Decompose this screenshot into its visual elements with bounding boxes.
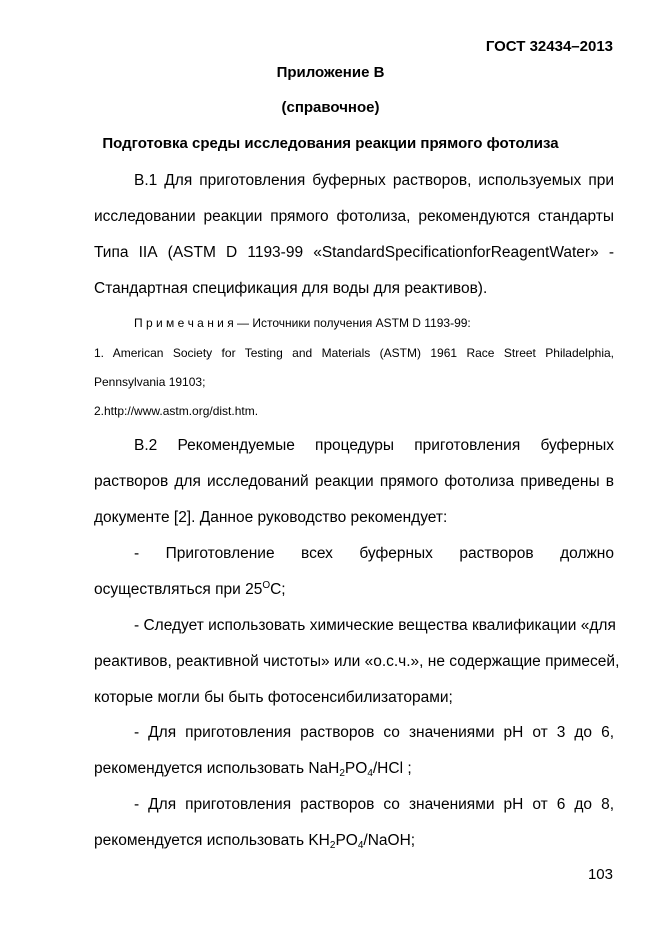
b1-line-4: Стандартная спецификация для воды для реактивов).	[94, 280, 488, 297]
ph36-subscript-2: 4	[367, 768, 373, 779]
b1-line-2: исследовании реакции прямого фотолиза, рекомендуются стандарты	[94, 208, 614, 225]
item-chemicals-line-2: реактивов, реактивной чистоты» или «о.с.ч.», не содержащие примесей,	[94, 653, 620, 670]
temp-unit: С;	[270, 581, 286, 598]
ph68-formula-end: /NaOH;	[363, 832, 416, 849]
ph68-text: рекомендуется использовать KH	[94, 832, 330, 849]
item-ph-6-8-line-1: - Для приготовления растворов со значениями рН от 6 до 8,	[134, 796, 614, 813]
item-ph-3-6-line-2	[94, 760, 412, 779]
note-source-1: 1. American Society for Testing and Materials (ASTM) 1961 Race Street Philadelphia,	[94, 346, 614, 360]
temp-text: осуществляться при 25	[94, 581, 263, 598]
standard-header: ГОСТ 32434–2013	[485, 38, 613, 55]
b2-line-2: растворов для исследований реакции прямого фотолиза приведены в	[94, 473, 614, 490]
item-ph-6-8-line-2	[94, 832, 415, 851]
appendix-subtitle: (справочное)	[281, 99, 380, 116]
b2-line-3: документе [2]. Данное руководство рекомендует:	[94, 509, 448, 526]
b1-line-1: В.1 Для приготовления буферных растворов, используемых при	[134, 172, 614, 189]
appendix-title: Приложение В	[276, 64, 385, 81]
item-ph-3-6-line-1: - Для приготовления растворов со значениями рН от 3 до 6,	[134, 724, 614, 741]
note-heading: П р и м е ч а н и я — Источники получения ASTM D 1193-99:	[134, 316, 471, 330]
ph68-subscript-1: 2	[329, 840, 336, 851]
b1-line-3: Типа IIА (ASTM D 1193-99 «StandardSpecificationforReagentWater» -	[94, 244, 614, 261]
item-temperature-line-2	[94, 580, 286, 599]
ph36-formula-mid: PO	[344, 760, 368, 777]
ph68-formula-mid: PO	[335, 832, 358, 849]
ph36-text: рекомендуется использовать NaH	[94, 760, 340, 777]
ph36-subscript-1: 2	[339, 768, 345, 779]
item-chemicals-line-1: - Следует использовать химические вещества квалификации «для	[134, 617, 616, 634]
item-chemicals-line-3: которые могли бы быть фотосенсибилизаторами;	[94, 689, 453, 706]
page-number: 103	[587, 866, 613, 883]
degree-superscript: O	[262, 580, 271, 591]
ph36-formula-end: /HCl ;	[372, 760, 412, 777]
note-source-2: 2.http://www.astm.org/dist.htm.	[94, 404, 259, 418]
appendix-heading: Подготовка среды исследования реакции прямого фотолиза	[102, 135, 559, 152]
b2-line-1: В.2 Рекомендуемые процедуры приготовления буферных	[134, 437, 614, 454]
item-temperature-line-1: - Приготовление всех буферных растворов должно	[134, 545, 614, 562]
note-source-1-cont: Pennsylvania 19103;	[94, 375, 206, 389]
ph68-subscript-2: 4	[357, 840, 364, 851]
